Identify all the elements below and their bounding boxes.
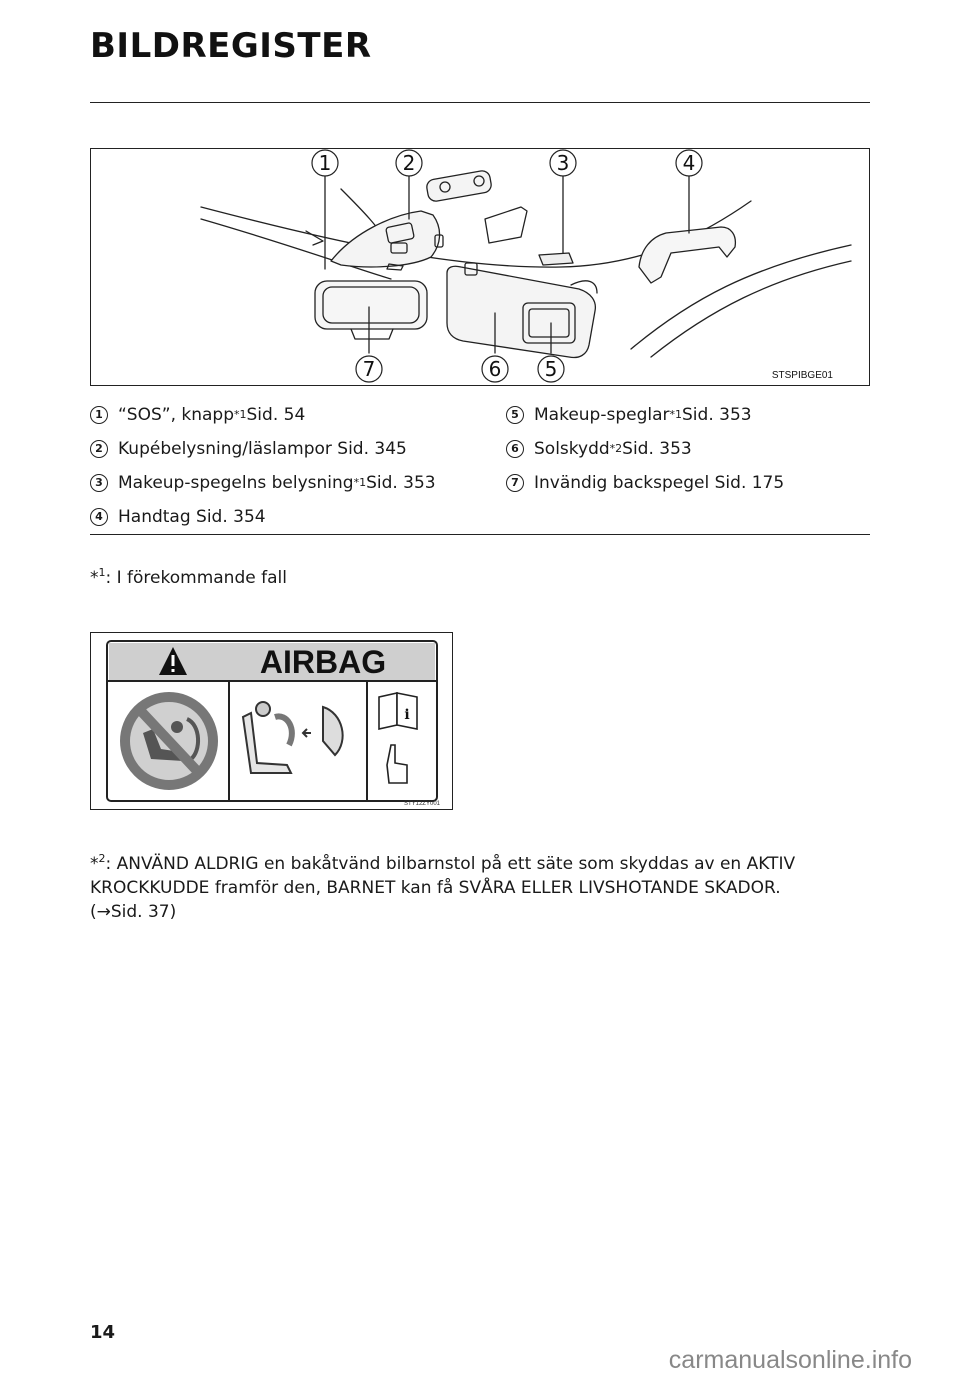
airbag-warning-label [90,632,453,810]
legend-item: 3 Makeup-spegelns belysning *1 Sid. 353 [90,466,490,500]
legend-text: Kupébelysning/läslampor Sid. 345 [118,439,407,459]
airbag-heading: AIRBAG [259,644,387,680]
legend-right [506,398,866,500]
legend-ref[interactable]: Sid. 353 [622,439,692,459]
figure-code: STSPIBGE01 [771,370,833,381]
footnote-sup: 2 [98,852,106,865]
seat-airbag-icon [243,702,343,773]
legend-item [90,500,490,534]
svg-text:6: 6 [488,357,502,381]
item-number-badge: 2 [90,440,108,458]
footnote-text: : I förekommande fall [105,568,287,588]
svg-text:2: 2 [402,151,416,175]
svg-text:7: 7 [362,357,376,381]
legend-text: Makeup-spegelns belysning [118,473,354,493]
item-number-badge: 5 [506,406,524,424]
legend-item: 5 Makeup-speglar *1 Sid. 353 [506,398,866,432]
legend-item: 1 “SOS”, knapp *1 Sid. 54 [90,398,490,432]
svg-text:1: 1 [318,151,332,175]
legend-ref[interactable]: Sid. 353 [366,473,436,493]
title-divider [90,102,870,103]
callout-3 [550,150,576,176]
svg-text:3: 3 [556,151,570,175]
watermark: carmanualsonline.info [668,1346,912,1374]
svg-text:4: 4 [682,151,696,175]
callout-5 [538,356,564,382]
callout-6 [482,356,508,382]
legend-ref[interactable]: Sid. 353 [682,405,752,425]
callout-7 [356,356,382,382]
footnote-line: KROCKKUDDE framför den, BARNET kan få SVÅRA ELLER LIVSHOTANDE SKADOR. [90,878,781,898]
interior-drawing [91,149,868,384]
callout-4 [676,150,702,176]
legend-text: “SOS”, knapp [118,405,235,425]
legend-ref[interactable]: Sid. 54 [246,405,306,425]
svg-text:5: 5 [544,357,558,381]
svg-text:i: i [404,707,410,723]
callout-2 [396,150,422,176]
item-number-badge: 1 [90,406,108,424]
footnote-page-ref[interactable]: (→Sid. 37) [90,902,177,922]
pointing-hand-icon [387,745,407,783]
footnote-sup: 1 [98,566,106,579]
item-number-badge: 7 [506,474,524,492]
footnote-1 [90,566,287,590]
item-number-badge: 3 [90,474,108,492]
footnote-mark: * [90,854,99,874]
legend-item: 6 Solskydd *2 Sid. 353 [506,432,866,466]
footnote-2 [90,852,870,924]
item-number-badge: 4 [90,508,108,526]
interior-illustration [90,148,870,386]
airbag-label-drawing [91,633,451,808]
owners-manual-icon [379,693,417,729]
callout-1 [312,150,338,176]
page-title: BILDREGISTER [90,26,372,66]
footnote-mark: * [90,568,99,588]
airbag-figure-code: STY12ZY001 [403,801,440,807]
legend-item [90,432,490,466]
legend-text: Makeup-speglar [534,405,670,425]
legend-text: Solskydd [534,439,610,459]
no-rear-facing-seat-icon [125,697,213,785]
item-number-badge: 6 [506,440,524,458]
legend-divider [90,534,870,535]
legend-left [90,398,490,534]
legend-text: Invändig backspegel Sid. 175 [534,473,785,493]
legend-item [506,466,866,500]
footnote-line: : ANVÄND ALDRIG en bakåtvänd bilbarnstol på ett säte som skyddas av en AKTIV [105,854,796,874]
page-number: 14 [90,1322,116,1343]
legend-text: Handtag Sid. 354 [118,507,266,527]
